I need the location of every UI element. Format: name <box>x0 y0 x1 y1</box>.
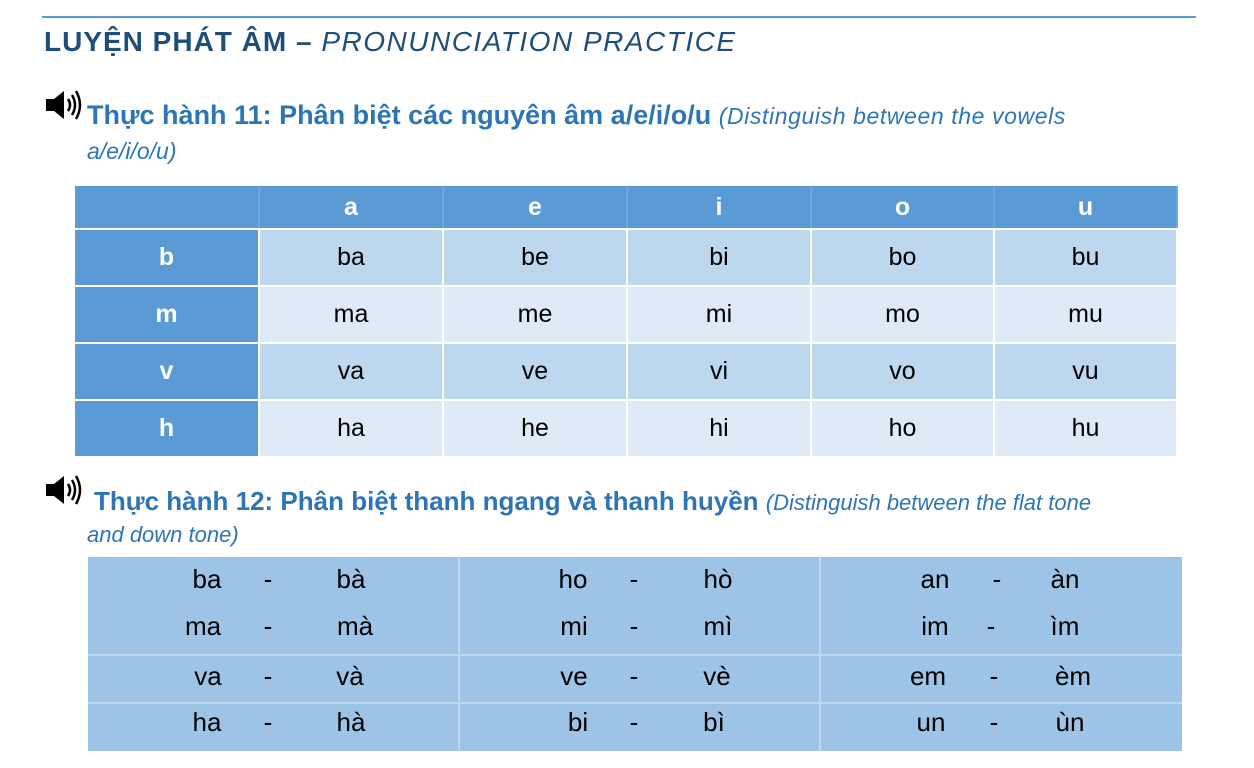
pair-dash: - <box>986 611 996 641</box>
exercise-12-subtitle: (Distinguish between the flat tone <box>765 490 1092 515</box>
exercise-12-title <box>94 486 1091 517</box>
top-rule <box>42 16 1196 18</box>
exercise-11-subtitle-cont: a/e/i/o/u) <box>87 138 177 164</box>
syllable-cell: ba <box>259 229 443 286</box>
flat-tone-word: bi <box>567 707 589 737</box>
pair-dash: - <box>629 661 639 691</box>
exercise-12-subtitle-cont: and down tone) <box>87 522 239 547</box>
syllable-cell: va <box>259 343 443 400</box>
page-title-en: PRONUNCIATION PRACTICE <box>321 26 737 57</box>
syllable-cell: me <box>443 286 627 343</box>
table-row <box>75 229 1177 286</box>
down-tone-word: èm <box>1054 661 1092 691</box>
pair-dash: - <box>263 564 273 594</box>
down-tone-word: mì <box>703 611 733 641</box>
syllable-cell: bi <box>627 229 811 286</box>
vowel-table-header-row <box>75 186 1177 229</box>
exercise-12-title-text: Thực hành 12: Phân biệt thanh ngang và thanh huyền <box>94 486 759 516</box>
syllable-cell: vi <box>627 343 811 400</box>
consonant-row-header: m <box>75 286 259 343</box>
table-row <box>88 654 1182 702</box>
flat-tone-word: ma <box>184 611 222 641</box>
syllable-cell: hi <box>627 400 811 457</box>
pair-dash: - <box>263 661 273 691</box>
vowel-column-header: a <box>259 186 443 229</box>
exercise-11-title-text: Thực hành 11: Phân biệt các nguyên âm a/e/i/o/u <box>87 100 712 130</box>
vowel-column-header: o <box>811 186 994 229</box>
pair-dash: - <box>989 707 999 737</box>
syllable-cell: mu <box>994 286 1177 343</box>
vowel-column-header: u <box>994 186 1177 229</box>
speaker-icon[interactable] <box>44 474 84 506</box>
down-tone-word: mà <box>336 611 374 641</box>
vowel-table-corner <box>75 186 259 229</box>
vowel-column-header: i <box>627 186 811 229</box>
pair-dash: - <box>992 564 1002 594</box>
flat-tone-word: ve <box>560 661 588 691</box>
syllable-cell: vu <box>994 343 1177 400</box>
down-tone-word: và <box>336 661 364 691</box>
down-tone-word: hà <box>336 707 366 737</box>
down-tone-word: hò <box>703 564 733 594</box>
table-row <box>88 604 1182 650</box>
table-row <box>75 343 1177 400</box>
syllable-cell: mi <box>627 286 811 343</box>
pair-dash: - <box>989 661 999 691</box>
vowel-column-header: e <box>443 186 627 229</box>
consonant-row-header: v <box>75 343 259 400</box>
pair-dash: - <box>263 707 273 737</box>
down-tone-word: bì <box>703 707 725 737</box>
flat-tone-word: an <box>920 564 950 594</box>
flat-tone-word: ba <box>192 564 222 594</box>
consonant-row-header: b <box>75 229 259 286</box>
page-title-vi: LUYỆN PHÁT ÂM – <box>44 26 313 57</box>
flat-tone-word: ho <box>558 564 588 594</box>
syllable-cell: be <box>443 229 627 286</box>
tone-pairs-table <box>88 557 1182 751</box>
syllable-cell: vo <box>811 343 994 400</box>
down-tone-word: àn <box>1050 564 1080 594</box>
table-row <box>75 400 1177 457</box>
exercise-11-title <box>87 100 1066 131</box>
consonant-row-header: h <box>75 400 259 457</box>
down-tone-word: ùn <box>1055 707 1085 737</box>
flat-tone-word: em <box>909 661 947 691</box>
down-tone-word: bà <box>336 564 366 594</box>
page-title <box>44 26 737 58</box>
vowel-table <box>75 186 1178 458</box>
table-row <box>88 557 1182 603</box>
pair-dash: - <box>263 611 273 641</box>
pair-dash: - <box>629 707 639 737</box>
down-tone-word: vè <box>703 661 731 691</box>
flat-tone-word: mi <box>560 611 588 641</box>
pair-dash: - <box>629 611 639 641</box>
speaker-icon[interactable] <box>44 89 84 121</box>
syllable-cell: bu <box>994 229 1177 286</box>
syllable-cell: hu <box>994 400 1177 457</box>
down-tone-word: ìm <box>1050 611 1080 641</box>
pair-dash: - <box>629 564 639 594</box>
flat-tone-word: un <box>916 707 946 737</box>
syllable-cell: ho <box>811 400 994 457</box>
syllable-cell: ma <box>259 286 443 343</box>
syllable-cell: ha <box>259 400 443 457</box>
flat-tone-word: ha <box>192 707 222 737</box>
flat-tone-word: va <box>194 661 222 691</box>
table-row <box>75 286 1177 343</box>
table-row <box>88 702 1182 750</box>
flat-tone-word: im <box>921 611 949 641</box>
syllable-cell: bo <box>811 229 994 286</box>
syllable-cell: mo <box>811 286 994 343</box>
syllable-cell: he <box>443 400 627 457</box>
syllable-cell: ve <box>443 343 627 400</box>
exercise-11-subtitle: (Distinguish between the vowels <box>718 103 1066 129</box>
